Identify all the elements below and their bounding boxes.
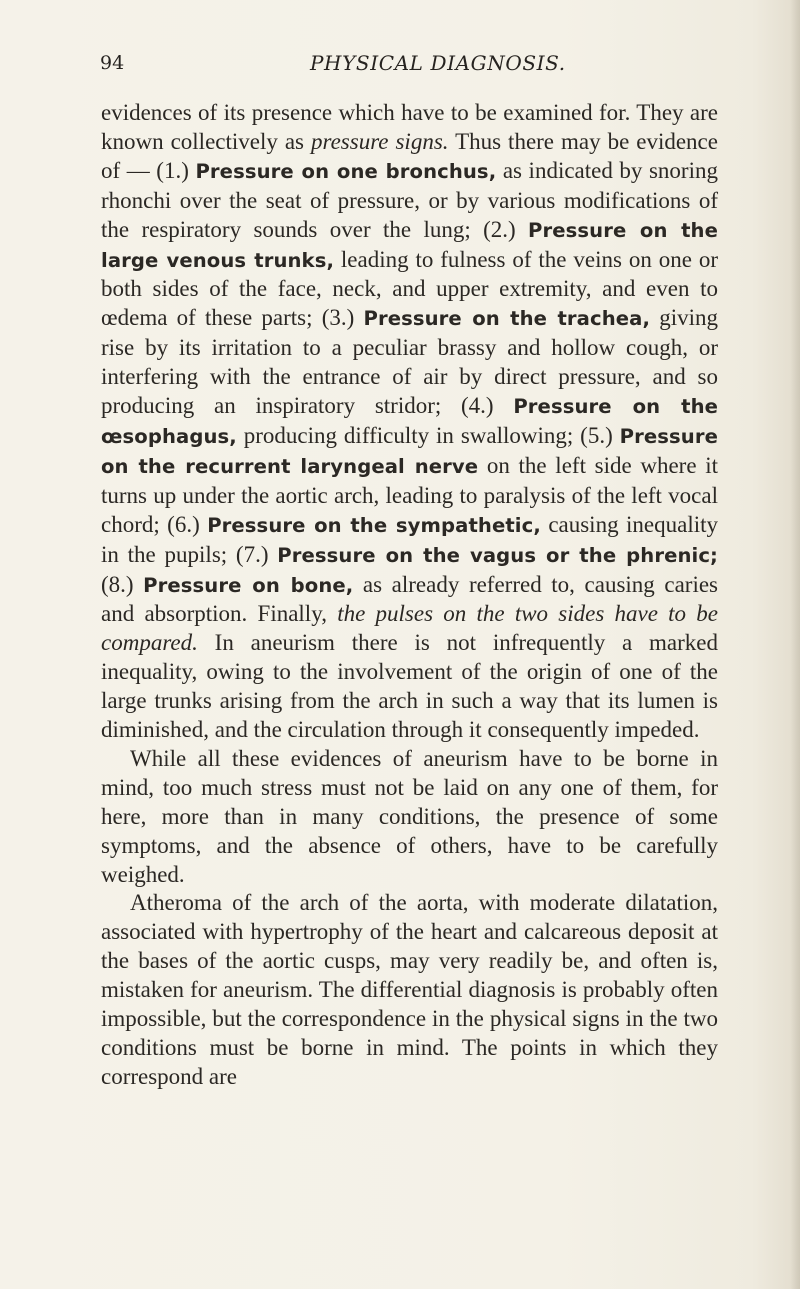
body-text bbox=[101, 99, 718, 1092]
text-run: In aneurism there is not infrequently a marked inequality, owing to the involvement of the origin of one of the large trunks arising from the arch in such a way that its lumen is diminished, and the circulation through it consequently impeded. bbox=[101, 630, 718, 743]
text-run: as already referred to, causing caries and absorption. Finally, bbox=[101, 571, 718, 627]
paragraph-atheroma bbox=[101, 889, 718, 1091]
bold-term: Pressure on the large venous trunks, bbox=[101, 218, 718, 272]
text-run: (8.) bbox=[101, 571, 144, 597]
text-run: causing inequality in the pupils; (7.) bbox=[101, 511, 718, 567]
running-header bbox=[0, 48, 800, 82]
paragraph-evidences-caution bbox=[101, 745, 718, 890]
bold-term: Pressure on one bronchus, bbox=[195, 159, 497, 183]
bold-term: Pressure on the trachea, bbox=[363, 307, 651, 331]
italic-phrase: the pulses on the two sides have to be compared. bbox=[101, 601, 718, 656]
page-edge-shadow bbox=[790, 0, 800, 1289]
text-run: Atheroma of the arch of the aorta, with moderate dilatation, associated with hypertrophy of the heart and calcareous deposit at the bases of the aortic cusps, may very readily be, and often is, mistaken for aneurism. The differential diagnosis is probably often impossible, but the correspondence in the physical signs in the two conditions must be borne in mind. The points in which they correspond are bbox=[101, 890, 718, 1089]
bold-term: Pressure on bone, bbox=[143, 573, 354, 597]
paragraph-pressure-signs bbox=[101, 99, 718, 745]
text-run: as indicated by snoring rhonchi over the seat of pressure, or by various modifications of the respiratory sounds over the lung; (2.) bbox=[101, 157, 718, 242]
bold-term: Pressure on the sympathetic, bbox=[207, 513, 541, 537]
text-run: on the left side where it turns up under the aortic arch, leading to paralysis of the left vocal chord; (6.) bbox=[101, 452, 718, 537]
bold-term: Pressure on the vagus or the phrenic; bbox=[277, 543, 718, 567]
bold-term: Pressure on the œsophagus, bbox=[101, 395, 719, 448]
page-number: 94 bbox=[100, 52, 125, 74]
running-title: PHYSICAL DIAGNOSIS. bbox=[310, 51, 566, 75]
text-run: Thus there may be evidence of — (1.) bbox=[101, 128, 718, 183]
text-run: producing difficulty in swallowing; (5.) bbox=[236, 422, 620, 448]
text-run: giving rise by its irritation to a peculiar brassy and hollow cough, or interfering with the entrance of air by direct pressure, and so producing an inspiratory stridor; (4.) bbox=[101, 305, 718, 419]
italic-phrase: pressure signs. bbox=[310, 128, 449, 154]
text-run: evidences of its presence which have to be examined for. They are known collectively as bbox=[101, 100, 718, 154]
text-run: leading to fulness of the veins on one or both sides of the face, neck, and upper extremity, and even to œdema of these parts; (3.) bbox=[101, 246, 718, 331]
text-run: While all these evidences of aneurism have to be borne in mind, too much stress must not be laid on any one of them, for here, more than in many conditions, the presence of some symptoms, and the absence of others, have to be carefully weighed. bbox=[101, 745, 718, 887]
bold-term: Pressure on the recurrent laryngeal nerve bbox=[101, 424, 718, 478]
